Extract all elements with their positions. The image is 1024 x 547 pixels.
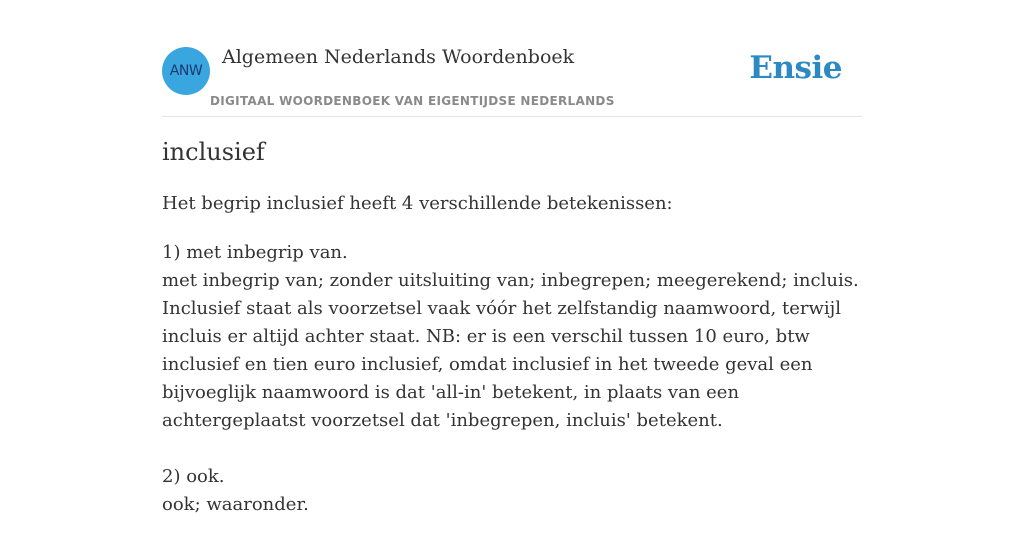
intro-text: Het begrip inclusief heeft 4 verschillende betekenissen: [162, 193, 673, 214]
meaning-title: 1) met inbegrip van. [162, 242, 348, 263]
site-header [162, 0, 862, 117]
logo-text: ANW [169, 63, 203, 79]
anw-logo[interactable] [162, 47, 210, 95]
meaning-title: 2) ook. [162, 466, 225, 487]
meaning-item [162, 239, 874, 435]
meaning-definition: ook; waaronder. [162, 494, 309, 515]
page-content [162, 0, 862, 515]
headword: inclusief [162, 138, 265, 166]
site-title[interactable]: Algemeen Nederlands Woordenboek [222, 46, 575, 68]
meanings-list [162, 239, 874, 547]
site-subtitle: DIGITAAL WOORDENBOEK VAN EIGENTIJDSE NEDERLANDS [210, 94, 615, 108]
meaning-definition: met inbegrip van; zonder uitsluiting van; inbegrepen; meegerekend; incluis. Inclusief staat als voorzetsel vaak vóór het zelfstandig naamwoord, terwijl incluis er altijd achter staat. NB: er is een verschil tussen 10 euro, btw inclusief en tien euro inclusief, omdat inclusief in het tweede geval een bijvoeglijk naamwoord is dat 'all-in' betekent, in plaats van een achtergeplaatst voorzetsel dat 'inbegrepen, incluis' betekent. [162, 270, 859, 431]
meaning-item [162, 463, 874, 519]
ensie-brand-link[interactable]: Ensie [749, 50, 842, 86]
